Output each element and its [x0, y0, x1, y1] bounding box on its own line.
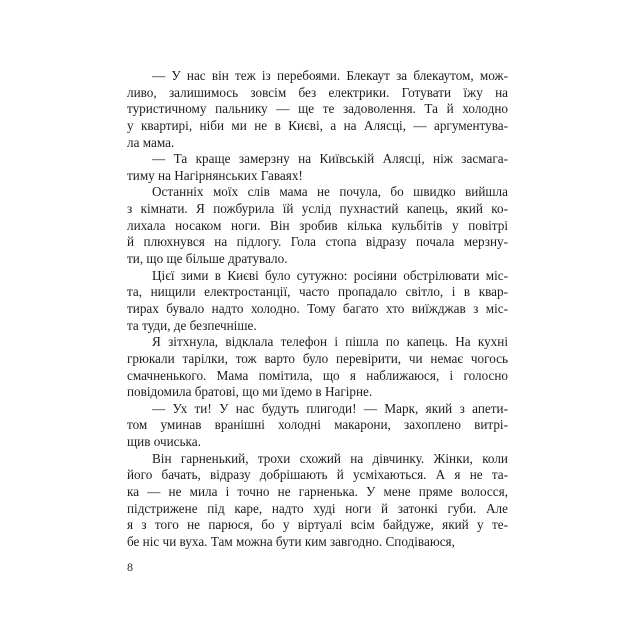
- text-line: ливо, залишимось зовсім без електрики. Готувати їжу на: [127, 84, 508, 100]
- text-line: бе ніс чи вуха. Там можна бути ким завгодно. Сподіваюся,: [127, 533, 455, 549]
- text-line: ка — не мила і точно не гарненька. У мене пряме волосся,: [127, 484, 508, 500]
- text-line: Я зітхнула, відклала телефон і пішла по капець. На кухні: [152, 334, 508, 350]
- text-line: том уминав вранішні холодні макарони, захоплено витрі-: [127, 417, 508, 433]
- text-line: грюкали тарілки, тож варто було перевірити, чи немає чогось: [127, 350, 508, 366]
- text-line: — Та краще замерзну на Київській Алясці, ніж засмага-: [152, 151, 508, 167]
- text-line: тирах бувало надто холодно. Тому багато хто виїжджав з міс-: [127, 300, 508, 316]
- text-line: ла мама.: [127, 134, 175, 150]
- text-line: ти, що ще більше дратувало.: [127, 251, 288, 267]
- text-line: Останніх моїх слів мама не почула, бо швидко вийшла: [152, 184, 508, 200]
- text-line: у квартирі, ніби ми не в Києві, а на Алясці, — аргументува-: [127, 117, 508, 133]
- paragraph: [127, 268, 508, 335]
- text-line: повідомила братові, що ми їдемо в Нагірне.: [127, 384, 373, 400]
- text-line: я з того не парюся, бо у віртуалі всім байдуже, який у те-: [127, 517, 508, 533]
- text-line: Він гарненький, трохи схожий на дівчинку. Жінки, коли: [152, 450, 508, 466]
- text-line: й плюхнувся на підлогу. Гола стопа відразу почала мерзну-: [127, 234, 508, 250]
- text-line: туристичному пальнику — ще те задоволення. Та й холодно: [127, 101, 508, 117]
- paragraph: [127, 451, 508, 551]
- text-line: та туди, де безпечніше.: [127, 317, 257, 333]
- text-line: лихала носаком ноги. Він зробив кілька кульбітів у повітрі: [127, 217, 508, 233]
- text-block: [127, 68, 508, 551]
- page-number: 8: [127, 560, 133, 574]
- text-line: підстрижене під каре, надто худі ноги й затонкі губи. Але: [127, 500, 508, 516]
- text-line: Цієї зими в Києві було сутужно: росіяни обстрілювати міс-: [152, 267, 508, 283]
- text-line: тиму на Нагірнянських Гаваях!: [127, 167, 303, 183]
- paragraph: [127, 334, 508, 401]
- paragraph: [127, 401, 508, 451]
- paragraph: [127, 151, 508, 184]
- text-line: — У нас він теж із перебоями. Блекаут за блекаутом, мож-: [152, 68, 508, 83]
- text-line: — Ух ти! У нас будуть плигоди! — Марк, який з апети-: [152, 400, 508, 416]
- paragraph: [127, 184, 508, 267]
- text-line: з кімнати. Я пожбурила їй услід пухнастий капець, який ко-: [127, 201, 508, 217]
- text-line: та, нищили електростанції, часто пропадало світло, і в квар-: [127, 284, 508, 300]
- text-line: смачненького. Мама помітила, що я наближаюся, і голосно: [127, 367, 508, 383]
- paragraph: [127, 68, 508, 151]
- text-line: щив очиська.: [127, 434, 201, 450]
- text-line: його бачать, відразу добрішають й усміхаються. А я не та-: [127, 467, 508, 483]
